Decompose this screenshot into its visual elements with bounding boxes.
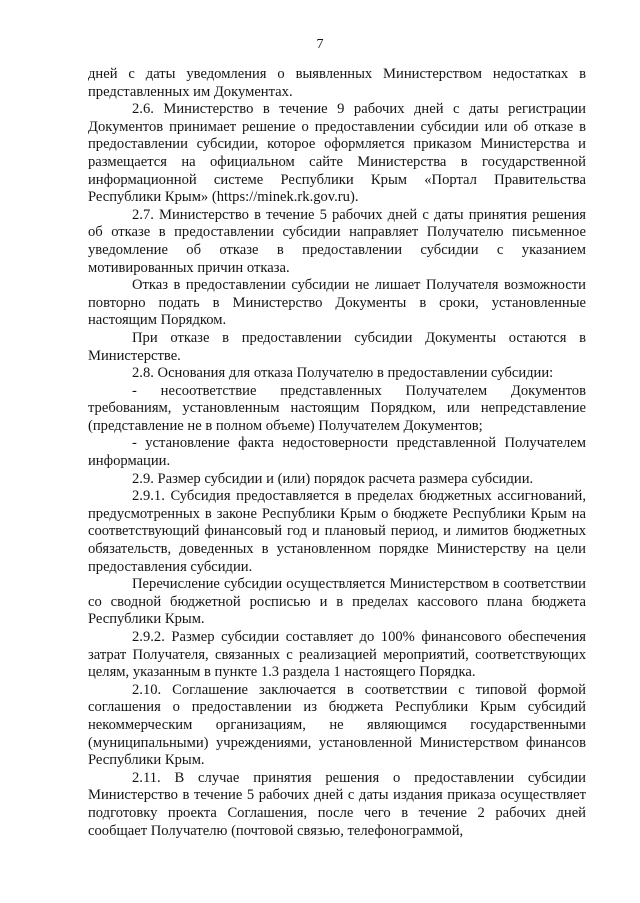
paragraph: - установление факта недостоверности представленной Получателем информации.	[88, 435, 586, 470]
paragraph: Перечисление субсидии осуществляется Министерством в соответствии со сводной бюджетной росписью и в пределах кассового плана бюджета Республики Крым.	[88, 576, 586, 628]
paragraph: 2.9.1. Субсидия предоставляется в пределах бюджетных ассигнований, предусмотренных в законе Республики Крым о бюджете Республики Крым на соответствующий финансовый год и плановый период, и лимитов бюджетных обязательств, доведенных в установленном порядке Министерству на цели предоставления субсидии.	[88, 488, 586, 575]
paragraph: 2.10. Соглашение заключается в соответствии с типовой формой соглашения о предоставлении из бюджета Республики Крым субсидий некоммерческим организациям, не являющимся государственными (муниципальными) учреждениями, установленной Министерством финансов Республики Крым.	[88, 681, 586, 769]
page-number: 7	[316, 37, 324, 52]
paragraph: 2.11. В случае принятия решения о предоставлении субсидии Министерство в течение 5 рабочих дней с даты издания приказа осуществляет подготовку проекта Соглашения, после чего в течение 2 рабочих дней сообщает Получателю (почтовой связью, телефонограммой,	[88, 769, 586, 839]
paragraph: 2.9.2. Размер субсидии составляет до 100% финансового обеспечения затрат Получателя, связанных с реализацией мероприятий, соответствующих целям, указанным в пункте 1.3 раздела 1 настоящего Порядка.	[88, 629, 586, 681]
paragraph: 2.7. Министерство в течение 5 рабочих дней с даты принятия решения об отказе в предоставлении субсидии направляет Получателю письменное уведомление об отказе в предоставлении субсидии с указанием мотивированных причин отказа.	[88, 206, 586, 276]
paragraph: Отказ в предоставлении субсидии не лишает Получателя возможности повторно подать в Министерство Документы в сроки, установленные настоящим Порядком.	[88, 277, 586, 329]
paragraph: - несоответствие представленных Получателем Документов требованиям, установленным настоящим Порядком, или непредставление (представление не в полном объеме) Получателем Документов;	[88, 382, 586, 434]
paragraph: дней с даты уведомления о выявленных Министерством недостатках в представленных им Документах.	[88, 66, 586, 100]
paragraph: При отказе в предоставлении субсидии Документы остаются в Министерстве.	[88, 329, 586, 364]
paragraph: 2.6. Министерство в течение 9 рабочих дней с даты регистрации Документов принимает решение о предоставлении субсидии или об отказе в предоставлении субсидии, которое оформляется приказом Министерства и размещается на официальном сайте Министерства в государственной информационной системе Республики Крым «Портал Правительства Республики Крым» (https://minek.rk.gov.ru).	[88, 101, 586, 206]
paragraph: 2.9. Размер субсидии и (или) порядок расчета размера субсидии.	[132, 470, 534, 487]
paragraph: 2.8. Основания для отказа Получателю в предоставлении субсидии:	[132, 365, 554, 382]
document-body	[88, 66, 586, 840]
